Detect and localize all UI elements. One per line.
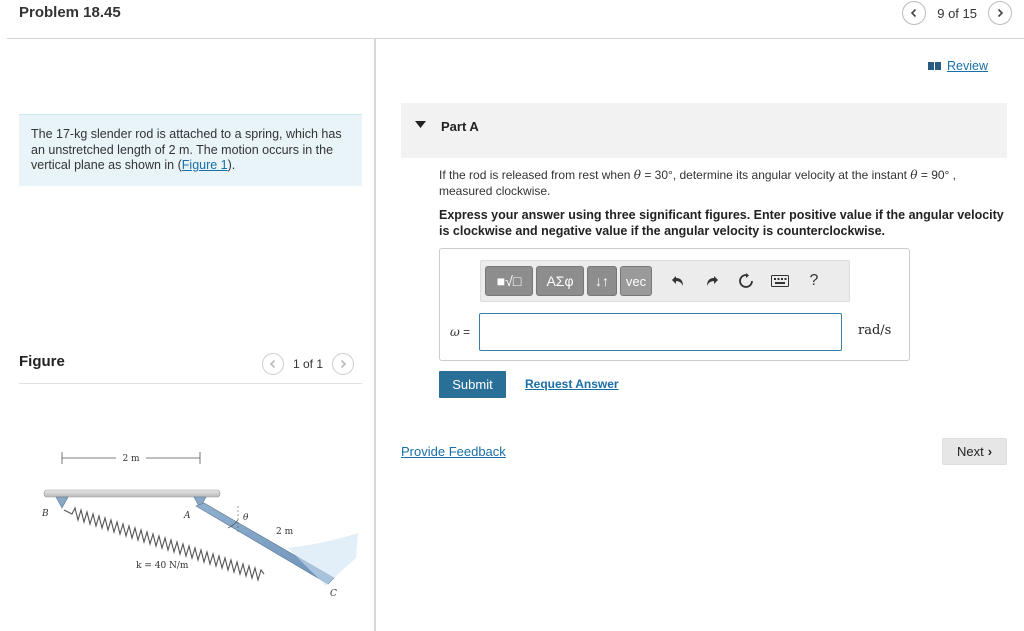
greek-symbols-button[interactable]: ΑΣφ <box>536 266 584 296</box>
previous-problem-button[interactable] <box>902 1 926 25</box>
problem-pager <box>902 1 1012 25</box>
chevron-left-icon <box>909 8 919 18</box>
answer-container <box>439 248 910 361</box>
part-a-header[interactable] <box>401 103 1007 158</box>
chevron-right-icon: › <box>987 444 993 459</box>
next-button[interactable] <box>942 438 1007 465</box>
keyboard-icon[interactable] <box>763 266 797 296</box>
vector-button[interactable]: vec <box>620 266 652 296</box>
book-icon <box>928 61 941 71</box>
theta-symbol: θ <box>910 168 918 182</box>
review-link-group[interactable] <box>928 59 988 73</box>
panel-divider[interactable] <box>374 39 376 631</box>
part-title: Part A <box>441 119 479 134</box>
chevron-left-icon <box>268 359 278 369</box>
unit-label: rad/s <box>858 323 892 338</box>
provide-feedback-link[interactable]: Provide Feedback <box>401 444 506 459</box>
question-text <box>439 168 1009 199</box>
math-toolbar <box>480 260 850 302</box>
templates-button[interactable]: ■√□ <box>485 266 533 296</box>
problem-count: 9 of 15 <box>937 5 977 21</box>
figure-divider <box>19 383 362 384</box>
question-part-3: = 90° , measured clockwise. <box>439 168 957 198</box>
submit-button[interactable]: Submit <box>439 371 506 398</box>
ceiling <box>44 490 220 497</box>
pin-support-b <box>56 497 68 508</box>
redo-icon[interactable] <box>695 266 729 296</box>
review-link[interactable]: Review <box>947 59 988 73</box>
figure-link[interactable]: Figure 1 <box>181 158 228 172</box>
chevron-right-icon <box>338 359 348 369</box>
dimension-label-top: 2 m <box>122 454 140 464</box>
problem-figure <box>38 448 358 598</box>
chevron-right-icon <box>995 8 1005 18</box>
statement-text: The 17-kg slender rod is attached to a spring, which has an unstretched length of 2 m. The motion occurs in the vertical plane as shown in ( <box>31 127 342 172</box>
theta-symbol: θ <box>633 168 641 182</box>
next-problem-button[interactable] <box>988 1 1012 25</box>
question-part-1: If the rod is released from rest when <box>439 168 634 182</box>
problem-statement <box>19 114 362 186</box>
dimension-label-rod: 2 m <box>276 527 294 537</box>
next-label: Next <box>956 444 984 459</box>
point-b-label: B <box>42 509 49 519</box>
request-answer-link[interactable]: Request Answer <box>525 377 619 391</box>
angular-velocity-input[interactable] <box>479 313 842 351</box>
help-button[interactable]: ? <box>809 272 819 289</box>
answer-instructions: Express your answer using three significant figures. Enter positive value if the angular velocity is clockwise and negative value if the angular velocity is counterclockwise. <box>439 208 1004 238</box>
statement-text-end: ). <box>227 158 236 172</box>
subscript-superscript-button[interactable]: ↓↑ <box>587 266 617 296</box>
reset-icon[interactable] <box>729 266 763 296</box>
figure-count: 1 of 1 <box>293 357 324 371</box>
undo-icon[interactable] <box>661 266 695 296</box>
previous-figure-button[interactable] <box>262 353 284 375</box>
problem-title: Problem 18.45 <box>19 4 121 21</box>
top-divider <box>7 38 1024 39</box>
spring-constant-label: k = 40 N/m <box>136 561 189 571</box>
omega-label <box>450 325 470 339</box>
collapse-caret-icon[interactable] <box>415 121 426 129</box>
top-bar <box>0 0 1024 38</box>
next-figure-button[interactable] <box>332 353 354 375</box>
point-a-label: A <box>184 511 191 521</box>
figure-heading: Figure <box>19 353 65 370</box>
omega-symbol: ω <box>450 325 460 339</box>
theta-label: θ <box>243 513 249 523</box>
figure-pager <box>262 353 354 375</box>
point-c-label: C <box>330 589 337 598</box>
equals-sign: = <box>459 325 471 339</box>
question-part-2: = 30°, determine its angular velocity at the instant <box>641 168 911 182</box>
